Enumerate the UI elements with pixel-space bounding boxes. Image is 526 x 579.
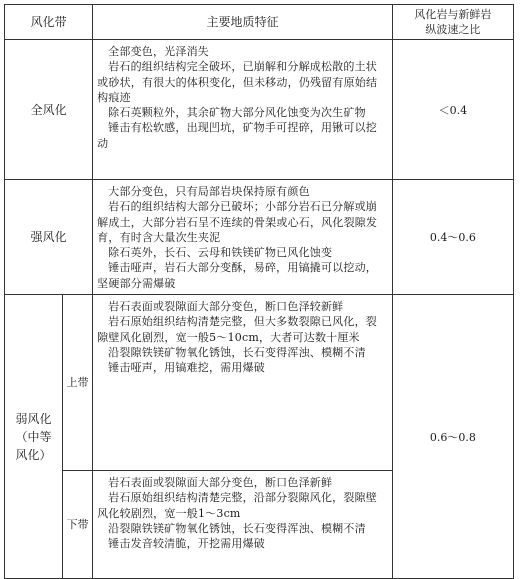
weathering-zone-table [4, 4, 514, 579]
zone-weak-line2: （中等 [15, 429, 52, 444]
zone-weak [5, 295, 63, 579]
features-upper [93, 295, 393, 471]
feature-line: 锤击哑声，用镐难挖，需用爆破 [108, 361, 265, 375]
table-row-strong [5, 180, 514, 295]
ratio-complete: ＜0.4 [392, 40, 513, 180]
subzone-lower-label: 下带 [66, 517, 89, 531]
feature-line: 沿裂隙铁镁矿物氧化锈蚀，长石变得浑浊、模糊不清 [108, 521, 366, 535]
feature-line: 锤击发音较清脆，开挖需用爆破 [108, 537, 265, 551]
header-row [5, 5, 514, 40]
header-zone: 风化带 [5, 5, 93, 40]
feature-line: 除石英外，长石、云母和铁镁矿物已风化蚀变 [108, 246, 333, 260]
zone-complete: 全风化 [5, 40, 93, 180]
subzone-upper [63, 295, 93, 471]
feature-line: 锤击哑声，岩石大部分变酥，易碎，用镐撬可以挖动，坚硬部分需爆破 [97, 261, 377, 290]
feature-line: 岩石原始组织结构清楚完整，但大多数裂隙已风化，裂隙壁风化剧烈，宽一般5～10cm，大者可达数十厘米 [97, 315, 377, 344]
feature-line: 除石英颗粒外，其余矿物大部分风化蚀变为次生矿物 [108, 106, 366, 120]
features-strong [93, 180, 393, 295]
header-ratio [392, 5, 513, 40]
feature-line: 全部变色，光泽消失 [108, 45, 209, 58]
header-ratio-line1: 风化岩与新鲜岩 [414, 8, 492, 21]
zone-weak-line3: 风化） [15, 447, 52, 462]
zone-weak-line1: 弱风化 [15, 411, 52, 426]
subzone-upper-label: 上带 [66, 375, 89, 389]
ratio-strong: 0.4～0.6 [392, 180, 513, 295]
header-features: 主要地质特征 [93, 5, 393, 40]
feature-line: 岩石原始组织结构清楚完整，沿部分裂隙风化，裂隙壁风化较剧烈，宽一般1～3cm [97, 491, 377, 520]
table-row-complete [5, 40, 514, 180]
subzone-lower [63, 471, 93, 579]
feature-line: 沿裂隙铁镁矿物氧化锈蚀，长石变得浑浊、模糊不清 [108, 345, 366, 359]
header-ratio-line2: 纵波速之比 [425, 23, 481, 36]
feature-line: 岩石表面或裂隙面大部分变色，断口色泽新鲜 [108, 476, 333, 490]
feature-line: 岩石的组织结构大部分已破坏；小部分岩石已分解或崩解成土，大部分岩石呈不连续的骨架或心石，风化裂隙发育，有时含大量次生夹泥 [97, 200, 378, 244]
feature-line: 大部分变色，只有局部岩块保持原有颜色 [108, 185, 310, 198]
zone-strong: 强风化 [5, 180, 93, 295]
feature-line: 岩石的组织结构完全破坏，已崩解和分解成松散的土状或砂状，有很大的体积变化，但未移动，仍残留有原始结构痕迹 [97, 60, 378, 104]
features-complete [93, 40, 393, 180]
features-lower [93, 471, 393, 579]
table-row-weak-upper [5, 295, 514, 471]
feature-line: 岩石表面或裂隙面大部分变色，断口色泽较新鲜 [108, 300, 344, 314]
feature-line: 锤击有松软感，出现凹坑，矿物手可捏碎，用锹可以挖动 [97, 121, 377, 150]
ratio-weak: 0.6～0.8 [392, 295, 513, 579]
